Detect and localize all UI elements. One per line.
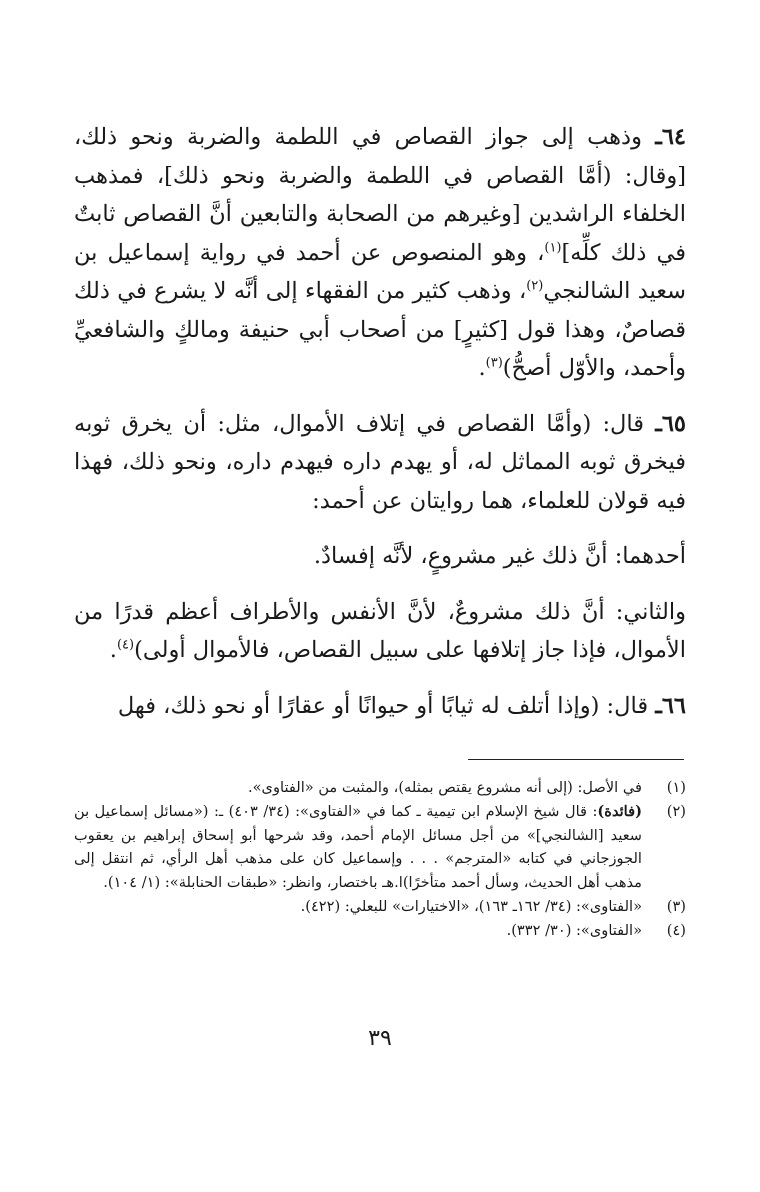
paragraph-text: ، وهو المنصوص عن أحمد في رواية إسماعيل بن سعيد الشالنجي [74,239,686,304]
footnote-mark: (٢) [666,802,686,820]
footnote-ref[interactable]: (١) [544,240,562,255]
page-number: ٣٩ [368,1026,392,1051]
paragraph-end: . [109,637,117,663]
item-number: ٦٤ـ [655,124,686,150]
footnote-4 [74,919,686,943]
footnote-ref[interactable]: (٣) [485,355,503,371]
footnote-mark: (٤) [666,921,686,939]
footnote-text: «الفتاوى»: (٣٠/ ٣٣٢). [506,921,642,939]
paragraph-end: . [478,355,486,381]
footnote-3 [74,895,686,919]
footnote-1 [74,776,686,800]
paragraph-text: أحدهما: أنَّ ذلك غير مشروعٍ، لأنَّه إفسادٌ. [313,543,686,569]
paragraph-64 [74,118,686,388]
paragraph-text: ، وذهب كثير من الفقهاء إلى أنَّه لا يشرع في ذلك قصاصٌ، وهذا قول [كثيرٍ] من أصحاب أبي حنيفة ومالكٍ والشافعيِّ وأحمد، والأوّل أصحُّ) [74,278,686,381]
item-number: ٦٥ـ [655,410,686,437]
footnote-ref[interactable]: (٤) [116,637,135,653]
paragraph-first-view [74,537,686,576]
footnote-ref[interactable]: (٢) [526,278,544,294]
footnote-text: : قال شيخ الإسلام ابن تيمية ـ كما في «الفتاوى»: (٣٤/ ٤٠٣) ـ: («مسائل إسماعيل بن سعيد [الشالنجي]» من أجل مسائل الإمام أحمد، وقد شرحها أبو إسحاق إبراهيم بن يعقوب الجوزجاني في كتابه «المترجم» . . . وإسماعيل كان على مذهب أهل الرأي، ثم انتقل إلى مذهب أهل الحديث، وسأل أحمد متأخرًا)ا.هـ باختصار، وانظر: «طبقات الحنابلة»: (١/ ١٠٤). [74,802,642,892]
main-text [74,118,686,725]
paragraph-text: قال: (وإذا أتلف له ثيابًا أو حيوانًا أو عقارًا أو نحو ذلك، فهل [117,692,656,719]
footnotes [74,776,686,943]
footnote-2 [74,800,686,895]
footnote-mark: (٣) [666,897,686,915]
paragraph-text: والثاني: أنَّ ذلك مشروعٌ، لأنَّ الأنفس والأطراف أعظم قدرًا من الأموال، فإذا جاز إتلافها على سبيل القصاص، فالأموال أولى) [74,598,686,663]
paragraph-text: وذهب إلى جواز القصاص في اللطمة والضربة ونحو ذلك، [وقال: (أمَّا القصاص في اللطمة والضربة ونحو ذلك]، فمذهب الخلفاء الراشدين [وغيرهم من الصحابة والتابعين أنَّ القصاص ثابتٌ في ذلك كلِّه] [74,124,686,266]
footnote-text: في الأصل: (إلى أنه مشروع يقتص بمثله)، والمثبت من «الفتاوى». [247,779,642,796]
footnote-separator [468,759,684,760]
footnote-text: «الفتاوى»: (٣٤/ ١٦٢ـ ١٦٣)، «الاختيارات» للبعلي: (٤٢٢). [300,897,642,915]
paragraph-66 [74,687,686,726]
paragraph-second-view [74,593,686,670]
item-number: ٦٦ـ [655,692,686,719]
paragraph-text: قال: (وأمَّا القصاص في إتلاف الأموال، مثل: أن يخرق ثوبه فيخرق ثوبه المماثل له، أو يهدم داره فيهدم داره، ونحو ذلك، فهذا فيه قولان للعلماء، هما روايتان عن أحمد: [74,410,686,514]
paragraph-65 [74,405,686,521]
footnote-body [74,800,642,895]
footnote-mark: (١) [666,779,686,796]
footnote-label: (فائدة) [597,802,642,820]
